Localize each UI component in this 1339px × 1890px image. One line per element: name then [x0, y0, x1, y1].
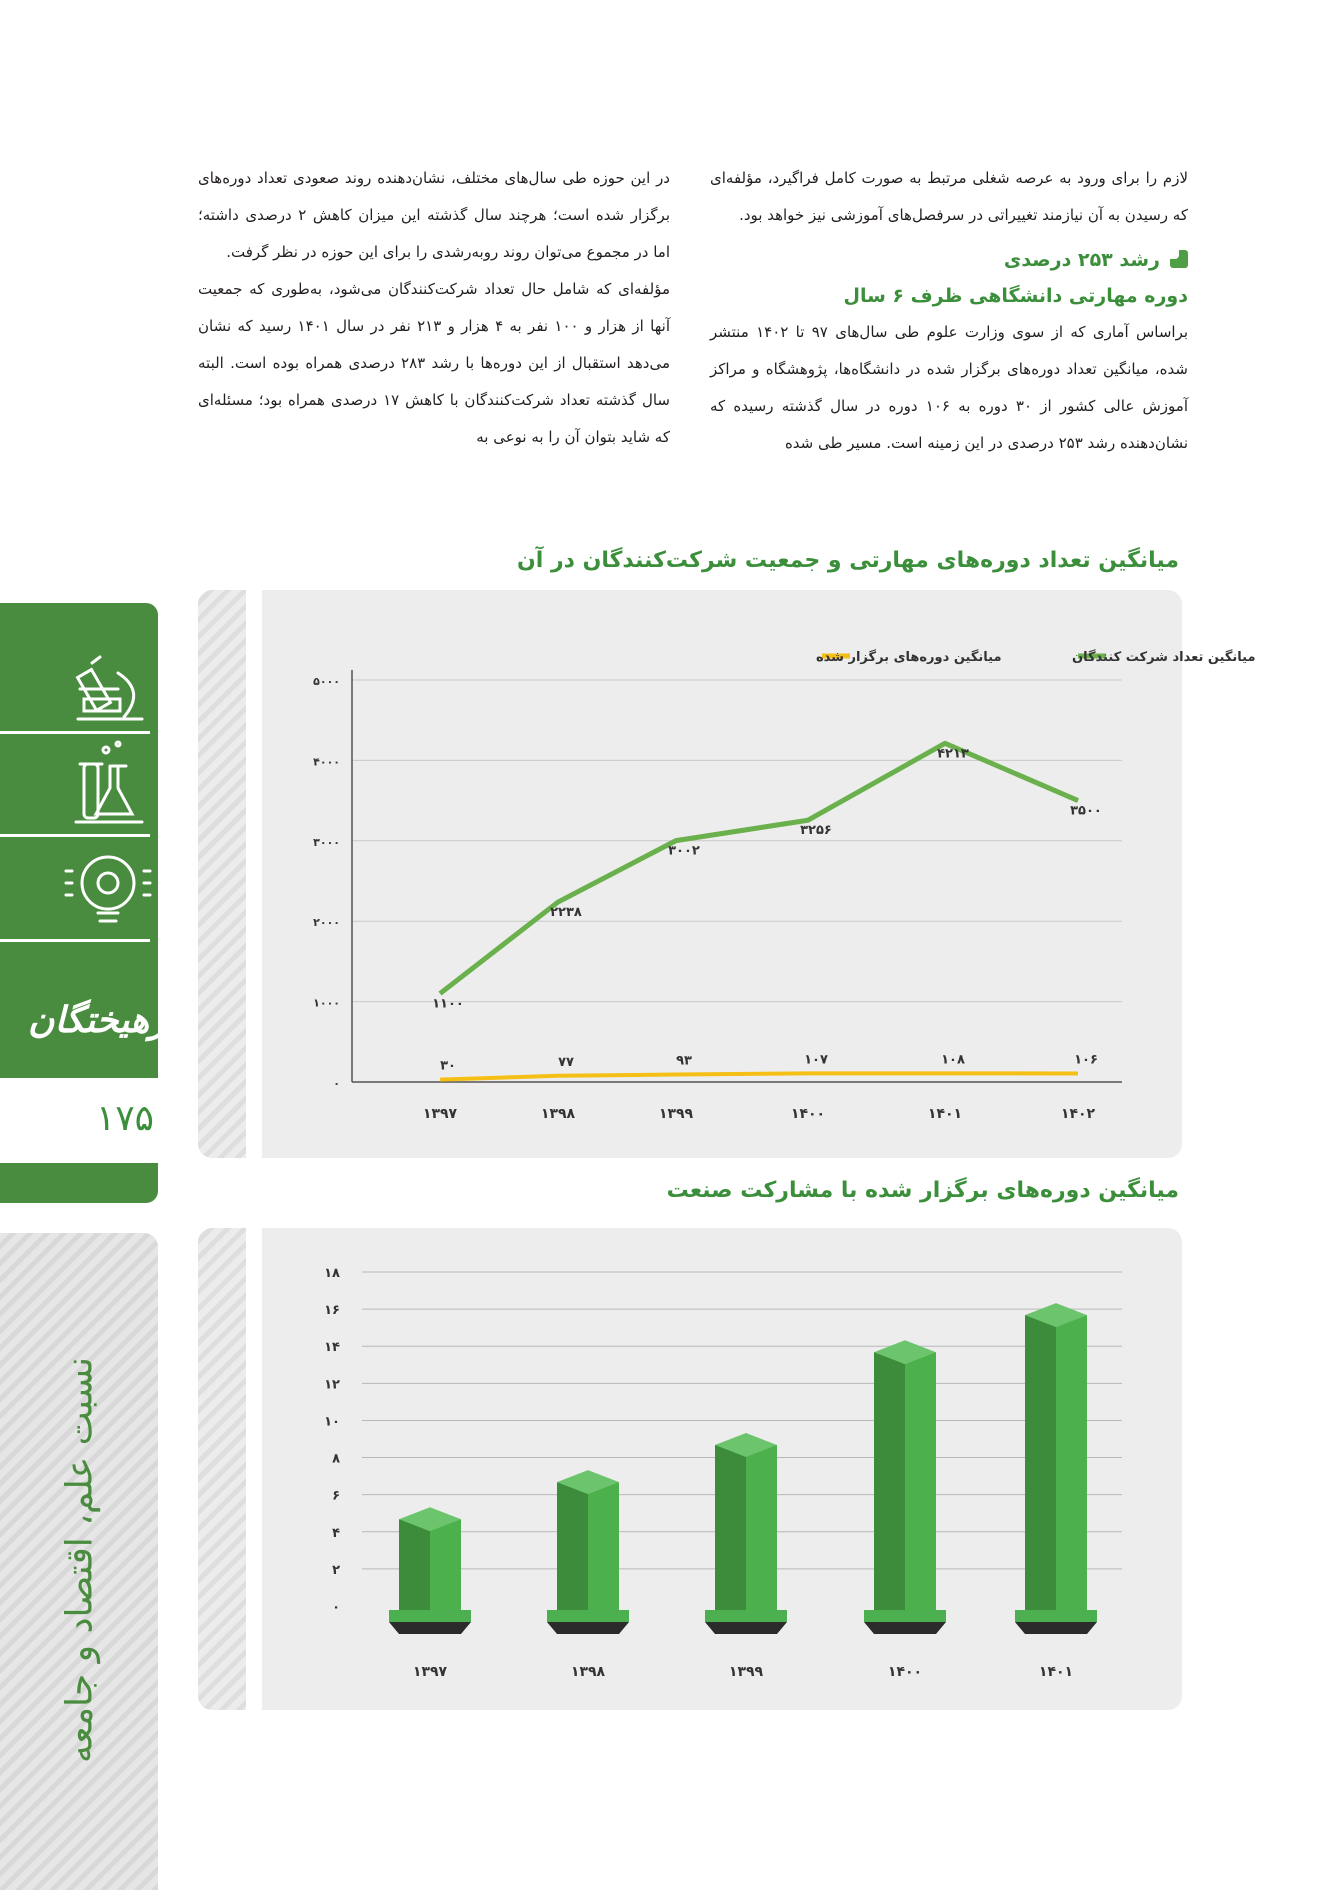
y-tick-label: ۸ — [332, 1451, 340, 1467]
body-paragraph-1: در این حوزه طی سال‌های مختلف، نشان‌دهنده روند صعودی تعداد دوره‌های برگزار شده است؛ هرچند سال گذشته این میزان کاهش ۲ درصدی داشته؛ اما در مجموع می‌توان روند رو‌به‌رشدی را برای این حوزه در نظر گرفت. — [198, 169, 670, 261]
y-tick-label: ۱۶ — [324, 1303, 340, 1319]
section-heading-line2: دوره مهارتی دانشگاهی ظرف ۶ سال — [843, 285, 1188, 307]
data-label: ۱۰۶ — [1074, 1052, 1098, 1068]
legend-label-courses: میانگین دوره‌های برگزار شده — [816, 650, 1002, 665]
y-tick-label: ۴ — [332, 1525, 340, 1541]
page-number: ۱۷۵ — [96, 1098, 155, 1139]
y-tick-label: ۱۴ — [324, 1340, 340, 1356]
data-label: ۴۲۱۳ — [937, 746, 969, 762]
y-tick-label: ۶ — [332, 1488, 340, 1504]
section-vertical-title: نسبت علم، اقتصاد و جامعه — [59, 1357, 101, 1763]
x-tick-label: ۱۴۰۰ — [887, 1664, 923, 1680]
intro-paragraph: لازم را برای ورود به عرصه شغلی مرتبط به صورت کامل فراگیرد، مؤلفه‌ای که رسیدن به آن نیازمند تغییراتی در سرفصل‌های آموزشی نیز خواهد بود. — [710, 169, 1188, 224]
body-paragraph: براساس آماری که از سوی وزارت علوم طی سال‌های ۹۷ تا ۱۴۰۲ منتشر شده، میانگین تعداد دوره‌های برگزار شده در دانشگاه‌ها، پژوهشگاه و مراکز آموزش عالی کشور از ۳۰ دوره به ۱۰۶ دوره در سال گذشته رسیده که نشان‌دهنده رشد ۲۵۳ درصدی در این زمینه است. مسیر طی شده — [710, 323, 1189, 452]
x-tick-label: ۱۴۰۰ — [790, 1106, 826, 1122]
section-heading-line1: رشد ۲۵۳ درصدی — [1003, 249, 1160, 271]
line-chart-title: میانگین تعداد دوره‌های مهارتی و جمعیت شرکت‌کنندگان در آن — [516, 548, 1179, 573]
bar-front-right — [430, 1519, 461, 1610]
data-label: ۳۲۵۶ — [800, 823, 832, 839]
y-tick-label: ۰ — [332, 1600, 340, 1615]
x-tick-label: ۱۳۹۹ — [728, 1664, 764, 1680]
bar-base — [547, 1610, 629, 1622]
bar-front-left — [715, 1445, 746, 1610]
brand-logo: فرهیختگان — [28, 1000, 187, 1041]
y-tick-label: ۱۰ — [324, 1414, 340, 1430]
legend-label-participants: میانگین تعداد شرکت کنندگان — [1072, 650, 1256, 665]
data-label: ۳۵۰۰ — [1070, 803, 1102, 819]
bar-base-shadow — [1015, 1622, 1097, 1634]
bar-base — [389, 1610, 471, 1622]
y-tick-label: ۱۲ — [324, 1377, 340, 1393]
data-label: ۹۳ — [676, 1053, 692, 1069]
x-tick-label: ۱۳۹۹ — [658, 1106, 694, 1122]
bar-front-right — [1056, 1315, 1087, 1610]
bar-base-shadow — [864, 1622, 946, 1634]
y-tick-label: ۰ — [333, 1077, 340, 1090]
x-tick-label: ۱۴۰۱ — [1038, 1664, 1074, 1680]
bar-base-shadow — [389, 1622, 471, 1634]
bar-front-left — [399, 1519, 430, 1610]
y-tick-label: ۲۰۰۰ — [313, 916, 340, 930]
bar-front-right — [905, 1352, 936, 1610]
bar-base — [705, 1610, 787, 1622]
y-tick-label: ۱۸ — [324, 1266, 340, 1281]
data-label: ۷۷ — [558, 1054, 574, 1070]
bar-front-left — [874, 1352, 905, 1610]
series-line-2 — [440, 1073, 1078, 1079]
x-tick-label: ۱۳۹۸ — [540, 1106, 576, 1122]
bar-front-right — [746, 1445, 777, 1610]
y-tick-label: ۲ — [332, 1562, 340, 1578]
data-label: ۱۰۷ — [804, 1052, 828, 1068]
data-label: ۱۰۸ — [941, 1052, 965, 1068]
y-tick-label: ۱۰۰۰ — [313, 996, 340, 1010]
x-tick-label: ۱۳۹۸ — [570, 1664, 606, 1680]
x-tick-label: ۱۴۰۱ — [927, 1106, 963, 1122]
bar-chart-title: میانگین دوره‌های برگزار شده با مشارکت صنعت — [666, 1178, 1179, 1203]
body-paragraph-2: مؤلفه‌ای که شامل حال تعداد شرکت‌کنندگان می‌شود، به‌طوری که جمعیت آنها از هزار و ۱۰۰ نفر به ۴ هزار و ۲۱۳ نفر در سال ۱۴۰۱ رسید که نشان می‌دهد استقبال از این دوره‌ها با رشد ۲۸۳ درصدی همراه بوده است. البته سال گذشته تعداد شرکت‌کنندگان با کاهش ۱۷ درصدی همراه بود؛ مسئله‌ای که شاید بتوان آن را به نوعی به — [198, 280, 670, 446]
x-tick-label: ۱۳۹۷ — [412, 1664, 448, 1680]
bar-base — [1015, 1610, 1097, 1622]
data-label: ۳۰۰۲ — [668, 843, 700, 859]
bar-front-left — [1025, 1315, 1056, 1610]
series-line-1 — [440, 743, 1078, 993]
bar-front-left — [557, 1482, 588, 1610]
data-label: ۲۲۳۸ — [550, 905, 582, 921]
data-label: ۱۱۰۰ — [432, 996, 464, 1012]
y-tick-label: ۵۰۰۰ — [313, 675, 340, 688]
x-tick-label: ۱۳۹۷ — [422, 1106, 458, 1122]
y-tick-label: ۳۰۰۰ — [313, 835, 340, 849]
bar-front-right — [588, 1482, 619, 1610]
y-tick-label: ۴۰۰۰ — [313, 755, 340, 769]
bar-base — [864, 1610, 946, 1622]
data-label: ۳۰ — [440, 1058, 456, 1074]
bar-base-shadow — [705, 1622, 787, 1634]
bar-base-shadow — [547, 1622, 629, 1634]
x-tick-label: ۱۴۰۲ — [1060, 1106, 1096, 1122]
